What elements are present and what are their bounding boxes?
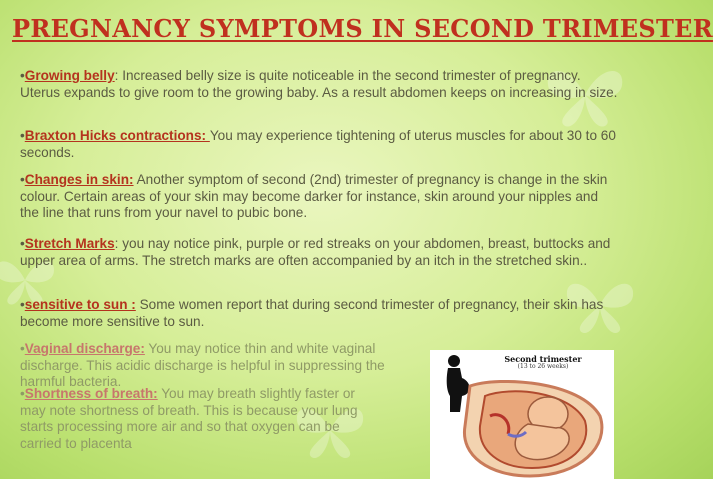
bullet-text: Some women report that during second trimester of pregnancy, their skin has become more sensitive to sun. [20, 297, 604, 329]
bullet-term: Braxton Hicks contractions: [24, 128, 210, 143]
bullet-term: Changes in skin: [24, 172, 134, 187]
bullet-term: Shortness of breath: [24, 386, 158, 401]
bullet-changes-in-skin: •Changes in skin: Another symptom of second (2nd) trimester of pregnancy is change in the skin colour. Certain areas of your skin may become darker for instance, skin around your nipples and the line that runs from your navel to pubic bone. [20, 172, 608, 220]
bullet-braxton-hicks: •Braxton Hicks contractions: You may experience tightening of uterus muscles for about 30 to 60 seconds. [20, 128, 616, 160]
bullet-term: Stretch Marks [24, 236, 115, 251]
figure-caption: Second trimester [504, 354, 582, 364]
bullet-sensitive-to-sun: •sensitive to sun : Some women report that during second trimester of pregnancy, their skin has become more sensitive to sun. [20, 297, 604, 329]
bullet-growing-belly: •Growing belly: Increased belly size is quite noticeable in the second trimester of pregnancy. Uterus expands to give room to the growing baby. As a result abdomen keeps on increasing in size. [20, 68, 618, 100]
figure-subcaption: (13 to 26 weeks) [517, 363, 569, 370]
bullet-text: Another symptom of second (2nd) trimester of pregnancy is change in the skin colour. Certain areas of your skin may become darker for instance, skin around your nipples and the line that runs from your navel to pubic bone. [20, 172, 608, 220]
slide-title: PREGNANCY SYMPTOMS IN SECOND TRIMESTER [12, 14, 713, 43]
bullet-term: Vaginal discharge: [24, 341, 145, 356]
bullet-text: You may notice thin and white vaginal discharge. This acidic discharge is helpful in suppressing the harmful bacteria. [20, 341, 385, 389]
bullet-term: Growing belly [24, 68, 115, 83]
bullet-text: : Increased belly size is quite noticeable in the second trimester of pregnancy. Uterus expands to give room to the growing baby. As a result abdomen keeps on increasing in size. [20, 68, 618, 100]
bullet-text: You may breath slightly faster or may note shortness of breath. This is because your lung starts processing more air and so that oxygen can be carried to placenta [20, 386, 358, 451]
bullet-text: You may experience tightening of uterus muscles for about 30 to 60 seconds. [20, 128, 616, 160]
bullet-vaginal-discharge: •Vaginal discharge: You may notice thin and white vaginal discharge. This acidic discharge is helpful in suppressing the harmful bacteria. [20, 341, 385, 389]
bullet-shortness-of-breath: •Shortness of breath: You may breath slightly faster or may note shortness of breath. This is because your lung starts processing more air and so that oxygen can be carried to placenta [20, 386, 358, 451]
second-trimester-illustration [430, 350, 614, 479]
bullet-stretch-marks: •Stretch Marks: you nay notice pink, purple or red streaks on your abdomen, breast, buttocks and upper area of arms. The stretch marks are often accompanied by an itch in the stretched skin.. [20, 236, 611, 268]
fetus-in-womb-icon [460, 376, 610, 476]
bullet-text: : you nay notice pink, purple or red streaks on your abdomen, breast, buttocks and upper area of arms. The stretch marks are often accompanied by an itch in the stretched skin.. [20, 236, 611, 268]
bullet-term: sensitive to sun : [24, 297, 136, 312]
